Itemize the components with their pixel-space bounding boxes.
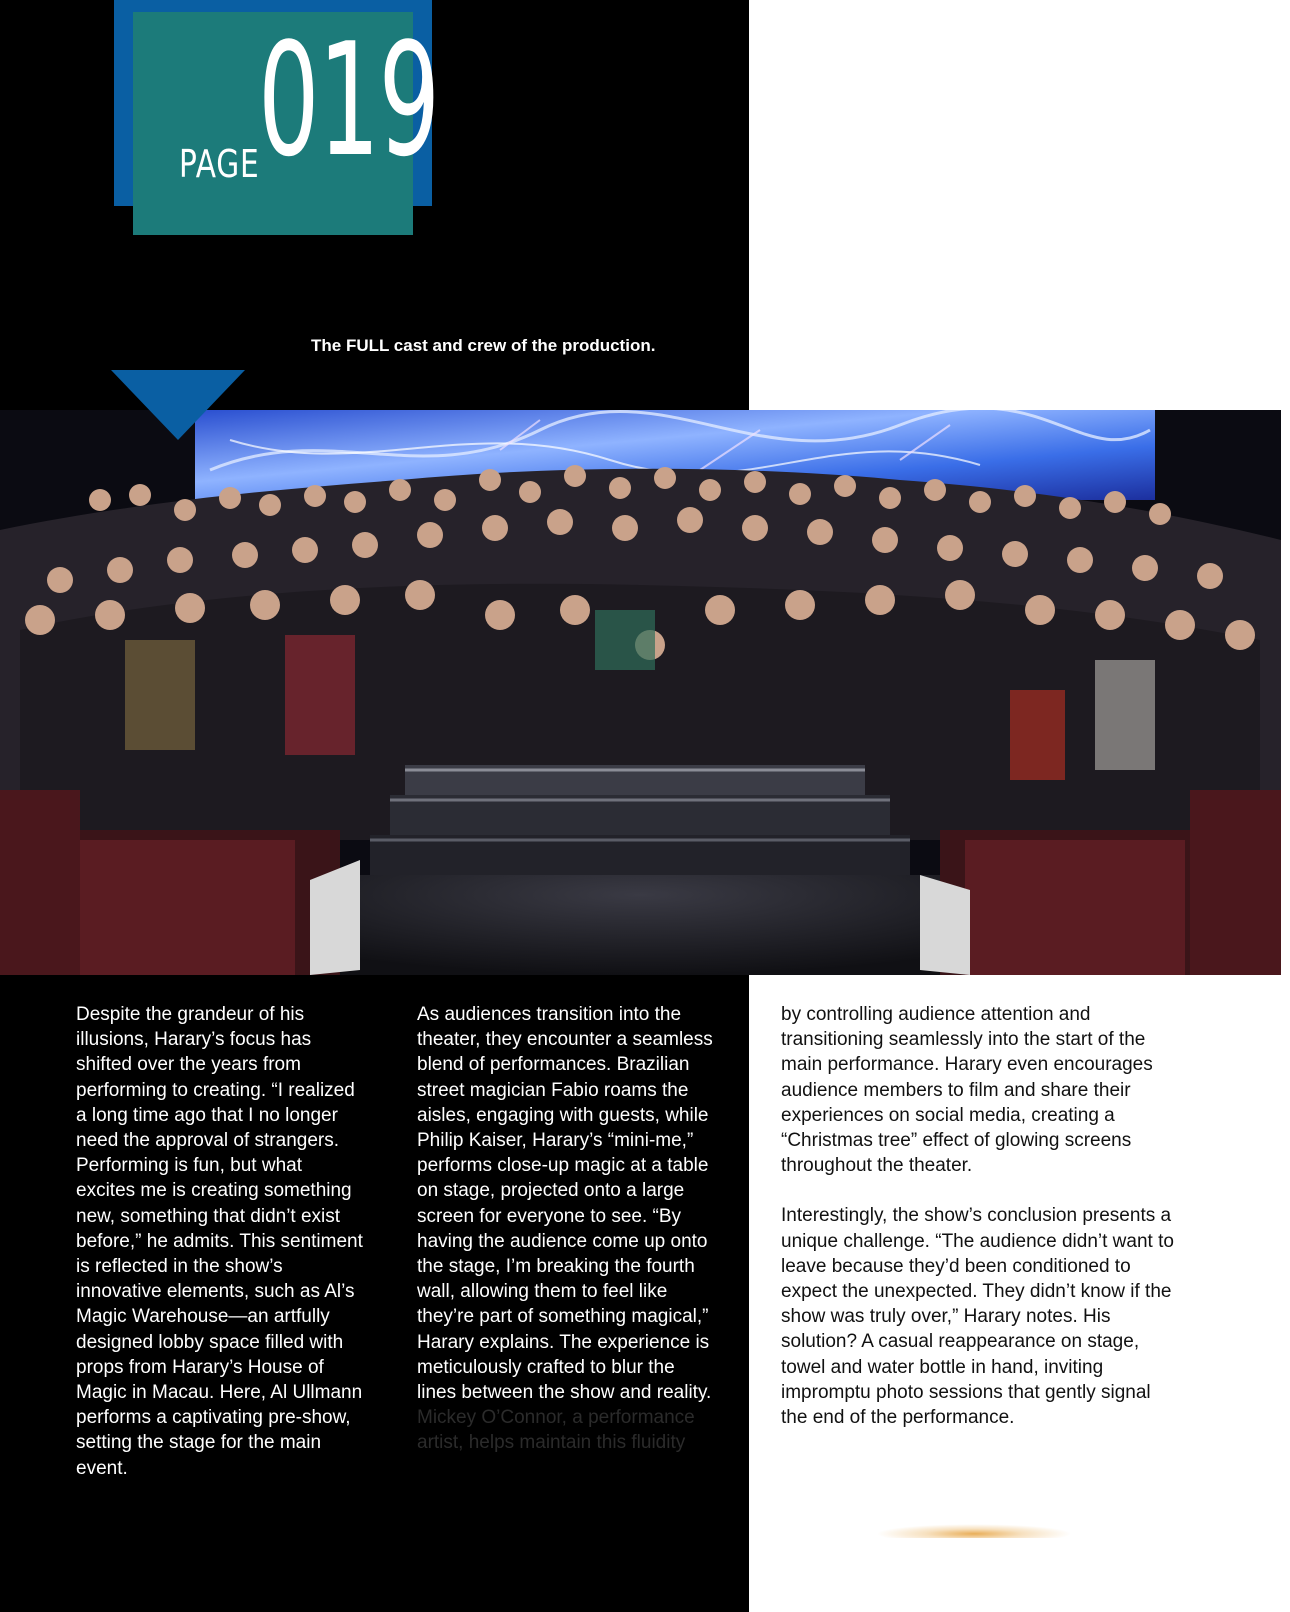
article-column-3 bbox=[781, 1002, 1181, 1430]
page-badge-word: PAGE bbox=[179, 142, 260, 186]
group-photo-image bbox=[0, 410, 1281, 975]
article-column-1 bbox=[76, 1002, 366, 1481]
decorative-glow-divider bbox=[876, 1524, 1072, 1538]
article-paragraph bbox=[417, 1002, 717, 1456]
article-text: As audiences transition into the theater, they encounter a seamless blend of performances. Brazilian street magician Fabio roams the aisles, engaging with guests, while Philip Kaiser, Harary’s “mini-me,” performs close-up magic at a table on stage, projected onto a large screen for everyone to see. “By having the audience come up onto the stage, I’m breaking the fourth wall, allowing them to feel like they’re part of something magical,” Harary explains. The experience is meticulously crafted to blur the lines between the show and reality. bbox=[417, 1004, 713, 1404]
caption-pointer-triangle bbox=[111, 370, 245, 440]
page-number: 019 bbox=[258, 9, 439, 191]
article-column-2 bbox=[417, 1002, 717, 1456]
article-paragraph: by controlling audience attention and transitioning seamlessly into the start of the main performance. Harary even encourages audience members to film and share their experiences on social media, creating a “Christmas tree” effect of glowing screens throughout the theater. bbox=[781, 1004, 1153, 1177]
photo-caption: The FULL cast and crew of the production. bbox=[311, 336, 656, 355]
faded-overflow-text: Mickey O’Connor, a performance artist, helps maintain this fluidity bbox=[417, 1407, 695, 1454]
article-paragraph: Interestingly, the show’s conclusion presents a unique challenge. “The audience didn’t want to leave because they’d been conditioned to expect the unexpected. They didn’t know if the show was truly over,” Harary notes. His solution? A casual reappearance on stage, towel and water bottle in hand, inviting impromptu photo sessions that gently signal the end of the performance. bbox=[781, 1205, 1174, 1429]
article-paragraph: Despite the grandeur of his illusions, Harary’s focus has shifted over the years from performing to creating. “I realized a long time ago that I no longer need the approval of strangers. Performing is fun, but what excites me is creating something new, something that didn’t exist before,” he admits. This sentiment is reflected in the show’s innovative elements, such as Al’s Magic Warehouse—an artfully designed lobby space filled with props from Harary’s House of Magic in Macau. Here, Al Ullmann performs a captivating pre-show, setting the stage for the main event. bbox=[76, 1004, 363, 1479]
cast-crew-photo bbox=[0, 410, 1281, 975]
